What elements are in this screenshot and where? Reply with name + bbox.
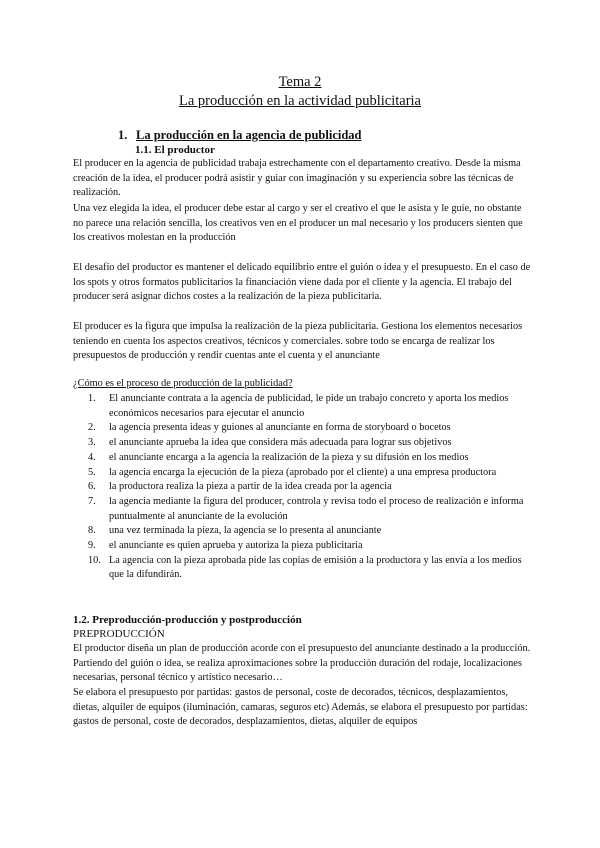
- list-item: 2. la agencia presenta ideas y guiones al anunciante en forma de storyboard o bocetos: [88, 422, 451, 434]
- process-question: ¿Cómo es el proceso de producción de la publicidad?: [73, 378, 293, 389]
- list-item: 9. el anunciante es quien aprueba y autoriza la pieza publicitaria: [88, 540, 363, 552]
- list-item: 3. el anunciante aprueba la idea que considera más adecuada para lograr sus objetivos: [88, 437, 452, 449]
- subsection-heading-1-2: 1.2. Preproducción-producción y postproducción: [73, 614, 302, 626]
- list-item: 10. La agencia con la pieza aprobada pide las copias de emisión a la productora y las envía a los medios que la difundirán.: [88, 554, 522, 581]
- list-item: 4. el anunciante encarga a la agencia la realización de la pieza y su difusión en los medios: [88, 451, 469, 463]
- doc-title-main: La producción en la actividad publicitaria: [179, 93, 421, 109]
- list-item: 5. la agencia encarga la ejecución de la pieza (aprobado por el cliente) a una empresa productora: [88, 466, 497, 478]
- process-steps-list: [88, 392, 538, 583]
- section-number: 1.: [118, 128, 128, 142]
- preproduction-label: PREPRODUCCIÓN: [73, 628, 165, 640]
- paragraph-1: El producer en la agencia de publicidad trabaja estrechamente con el departamento creativo. Desde la misma creación de la idea, el producer podrá asistir y guiar con imaginación y su experiencia sobre las técnicas de realización.: [73, 158, 521, 198]
- section-title: La producción en la agencia de publicidad: [136, 128, 362, 142]
- paragraph-5: El productor diseña un plan de producción acorde con el presupuesto del anunciante destinado a la producción. Partiendo del guión o idea, se realiza aproximaciones sobre la producción duración del rodaje, localizaciones necesarias, personal técnico y artístico necesario…: [73, 643, 531, 683]
- list-item: 6. la productora realiza la pieza a partir de la idea creada por la agencia: [88, 481, 392, 493]
- section-heading-1: [118, 128, 362, 143]
- list-item: 8. una vez terminada la pieza, la agencia se lo presenta al anunciante: [88, 525, 382, 537]
- list-item: 1. El anunciante contrata a la agencia de publicidad, le pide un trabajo concreto y aporta los medios económicos necesarios para ejecutar el anuncio: [88, 393, 509, 419]
- paragraph-2: Una vez elegida la idea, el producer debe estar al cargo y ser el creativo el que le asista y le guíe, no obstante no parece una relación sencilla, los creativos ven en el producer un mal necesario y los producers sienten que los creativos molestan en la producción: [73, 203, 523, 243]
- paragraph-6: Se elabora el presupuesto por partidas: gastos de personal, coste de decorados, técnicos, desplazamientos, dietas, alquiler de equipos (iluminación, camaras, seguros etc) Además, se elabora el presupuesto por partidas: gastos de personal, coste de decorados, desplazamientos, dietas, alquiler de equipos: [73, 687, 528, 727]
- paragraph-3: El desafío del productor es mantener el delicado equilibrio entre el guión o idea y el presupuesto. En el caso de los spots y otros formatos publicitarios la financiación viene dada por el cliente y la agencia. El trabajo del producer será asignar dichos costes a la realización de la pieza publicitaria.: [73, 262, 531, 302]
- paragraph-4: El producer es la figura que impulsa la realización de la pieza publicitaria. Gestiona los elementos necesarios teniendo en cuenta los aspectos creativos, técnicos y comerciales. sobre todo se encarga de realizar los presupuestos de producción y rendir cuentas ante el cuenta y el anunciante: [73, 321, 523, 361]
- list-item: 7. la agencia mediante la figura del producer, controla y revisa todo el proceso de realización e informa puntualmente al anunciante de la evolución: [88, 495, 524, 522]
- doc-title-topic: Tema 2: [278, 74, 322, 90]
- subsection-heading-1-1: 1.1. El productor: [135, 144, 215, 156]
